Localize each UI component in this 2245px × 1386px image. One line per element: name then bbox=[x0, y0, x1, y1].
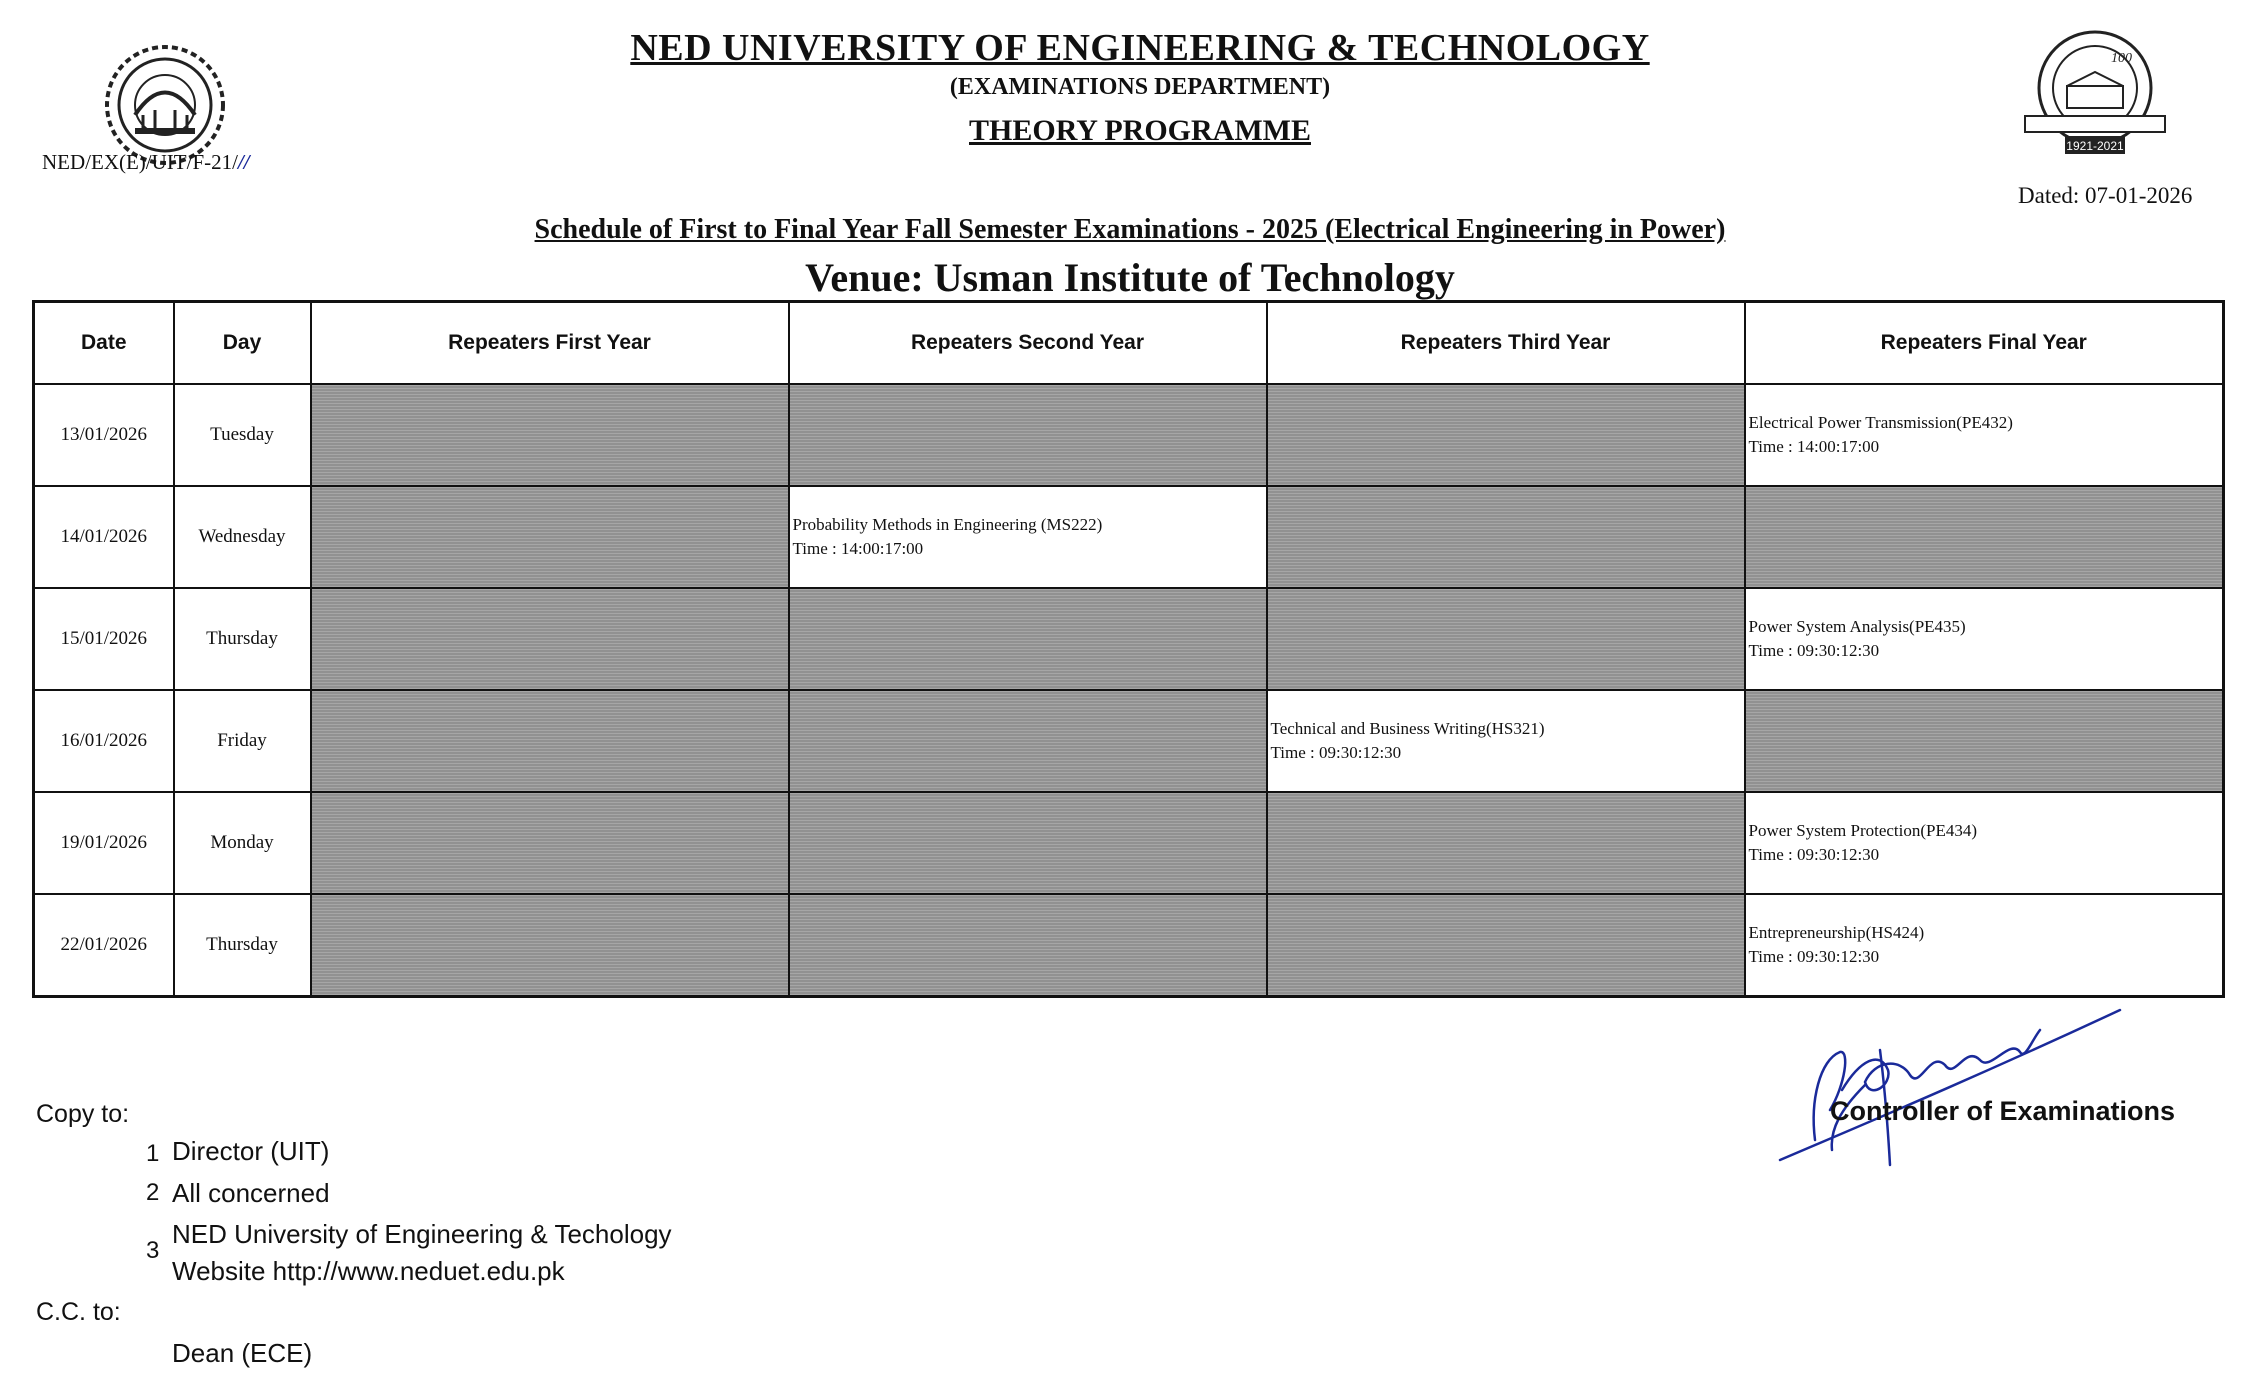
cell-no-exam-third-year bbox=[1267, 486, 1745, 588]
copy-item-number: 1 bbox=[146, 1140, 160, 1167]
table-row bbox=[34, 588, 2224, 690]
cell-no-exam-second-year bbox=[789, 588, 1267, 690]
exam-time: Time : 09:30:12:30 bbox=[1748, 947, 1880, 966]
column-header-date: Date bbox=[34, 302, 174, 385]
cell-day: Thursday bbox=[174, 894, 311, 997]
reference-number: NED/EX(E)/UIT/F-21/// bbox=[42, 150, 250, 174]
venue: Venue: Usman Institute of Technology bbox=[805, 255, 1455, 300]
schedule-title: Schedule of First to Final Year Fall Semester Examinations - 2025 (Electrical Engineering in Power) bbox=[534, 214, 1726, 245]
exam-time: Time : 14:00:17:00 bbox=[792, 539, 924, 558]
copy-item-number: 2 bbox=[146, 1179, 160, 1206]
column-header-day: Day bbox=[174, 302, 311, 385]
cell-exam-final-year bbox=[1745, 894, 2224, 997]
column-header-third-year: Repeaters Third Year bbox=[1267, 302, 1745, 385]
exam-schedule-table bbox=[32, 300, 2225, 998]
cell-no-exam-third-year bbox=[1267, 894, 1745, 997]
copy-item-website: Website http://www.neduet.edu.pk bbox=[172, 1256, 565, 1286]
exam-time: Time : 09:30:12:30 bbox=[1748, 845, 1880, 864]
cell-day: Thursday bbox=[174, 588, 311, 690]
centenary-seal-icon bbox=[2005, 28, 2185, 163]
cell-exam-final-year bbox=[1745, 792, 2224, 894]
copy-to-label: Copy to: bbox=[36, 1100, 130, 1128]
cell-no-exam-third-year bbox=[1267, 384, 1745, 486]
cell-date: 15/01/2026 bbox=[34, 588, 174, 690]
cell-day: Friday bbox=[174, 690, 311, 792]
cell-no-exam-second-year bbox=[789, 894, 1267, 997]
controller-signature bbox=[1770, 990, 2130, 1170]
programme-title: THEORY PROGRAMME bbox=[969, 114, 1311, 147]
exam-course: Probability Methods in Engineering (MS222) bbox=[792, 515, 1103, 535]
cc-to-label: C.C. to: bbox=[36, 1298, 121, 1326]
column-header-second-year: Repeaters Second Year bbox=[789, 302, 1267, 385]
cell-no-exam-third-year bbox=[1267, 588, 1745, 690]
cell-no-exam-third-year bbox=[1267, 792, 1745, 894]
cell-no-exam-first-year bbox=[311, 792, 789, 894]
cell-no-exam-first-year bbox=[311, 588, 789, 690]
cell-date: 14/01/2026 bbox=[34, 486, 174, 588]
cell-no-exam-second-year bbox=[789, 792, 1267, 894]
table-row bbox=[34, 894, 2224, 997]
exam-course: Power System Analysis(PE435) bbox=[1748, 617, 1966, 637]
copy-item: Director (UIT) bbox=[172, 1136, 330, 1166]
cell-no-exam-second-year bbox=[789, 690, 1267, 792]
cell-exam-final-year bbox=[1745, 384, 2224, 486]
column-header-final-year: Repeaters Final Year bbox=[1745, 302, 2224, 385]
university-title: NED UNIVERSITY OF ENGINEERING & TECHNOLOGY bbox=[630, 27, 1650, 69]
column-header-first-year: Repeaters First Year bbox=[311, 302, 789, 385]
cell-no-exam-first-year bbox=[311, 690, 789, 792]
department-name: (EXAMINATIONS DEPARTMENT) bbox=[949, 74, 1331, 100]
table-row bbox=[34, 384, 2224, 486]
cell-day: Wednesday bbox=[174, 486, 311, 588]
table-header-row bbox=[34, 302, 2224, 385]
exam-course: Electrical Power Transmission(PE432) bbox=[1748, 413, 2013, 433]
cc-item: Dean (ECE) bbox=[172, 1338, 313, 1368]
seal-years-label: 1921-2021 bbox=[2066, 139, 2124, 153]
exam-time: Time : 09:30:12:30 bbox=[1270, 743, 1402, 762]
table-row bbox=[34, 792, 2224, 894]
controller-title: Controller of Examinations bbox=[1830, 1096, 2176, 1126]
cell-no-exam-first-year bbox=[311, 894, 789, 997]
copy-item: NED University of Engineering & Techology bbox=[172, 1219, 672, 1249]
cell-date: 19/01/2026 bbox=[34, 792, 174, 894]
cell-exam-second-year bbox=[789, 486, 1267, 588]
table-row bbox=[34, 690, 2224, 792]
cell-no-exam-final-year bbox=[1745, 690, 2224, 792]
copy-item: All concerned bbox=[172, 1178, 330, 1208]
exam-time: Time : 09:30:12:30 bbox=[1748, 641, 1880, 660]
schedule-body bbox=[34, 384, 2224, 997]
table-row bbox=[34, 486, 2224, 588]
copy-item-number: 3 bbox=[146, 1237, 160, 1264]
reference-tick: // bbox=[237, 150, 250, 174]
cell-exam-third-year bbox=[1267, 690, 1745, 792]
exam-time: Time : 14:00:17:00 bbox=[1748, 437, 1880, 456]
cell-exam-final-year bbox=[1745, 588, 2224, 690]
exam-course: Power System Protection(PE434) bbox=[1748, 821, 1978, 841]
cell-date: 22/01/2026 bbox=[34, 894, 174, 997]
cell-day: Tuesday bbox=[174, 384, 311, 486]
cell-no-exam-final-year bbox=[1745, 486, 2224, 588]
cell-no-exam-first-year bbox=[311, 384, 789, 486]
cell-no-exam-second-year bbox=[789, 384, 1267, 486]
seal-centenary-label: 100 bbox=[2111, 51, 2132, 66]
cell-date: 16/01/2026 bbox=[34, 690, 174, 792]
issue-date: Dated: 07-01-2026 bbox=[2018, 183, 2193, 208]
cell-no-exam-first-year bbox=[311, 486, 789, 588]
exam-course: Entrepreneurship(HS424) bbox=[1748, 923, 1925, 943]
cell-date: 13/01/2026 bbox=[34, 384, 174, 486]
exam-course: Technical and Business Writing(HS321) bbox=[1270, 719, 1545, 739]
cell-day: Monday bbox=[174, 792, 311, 894]
